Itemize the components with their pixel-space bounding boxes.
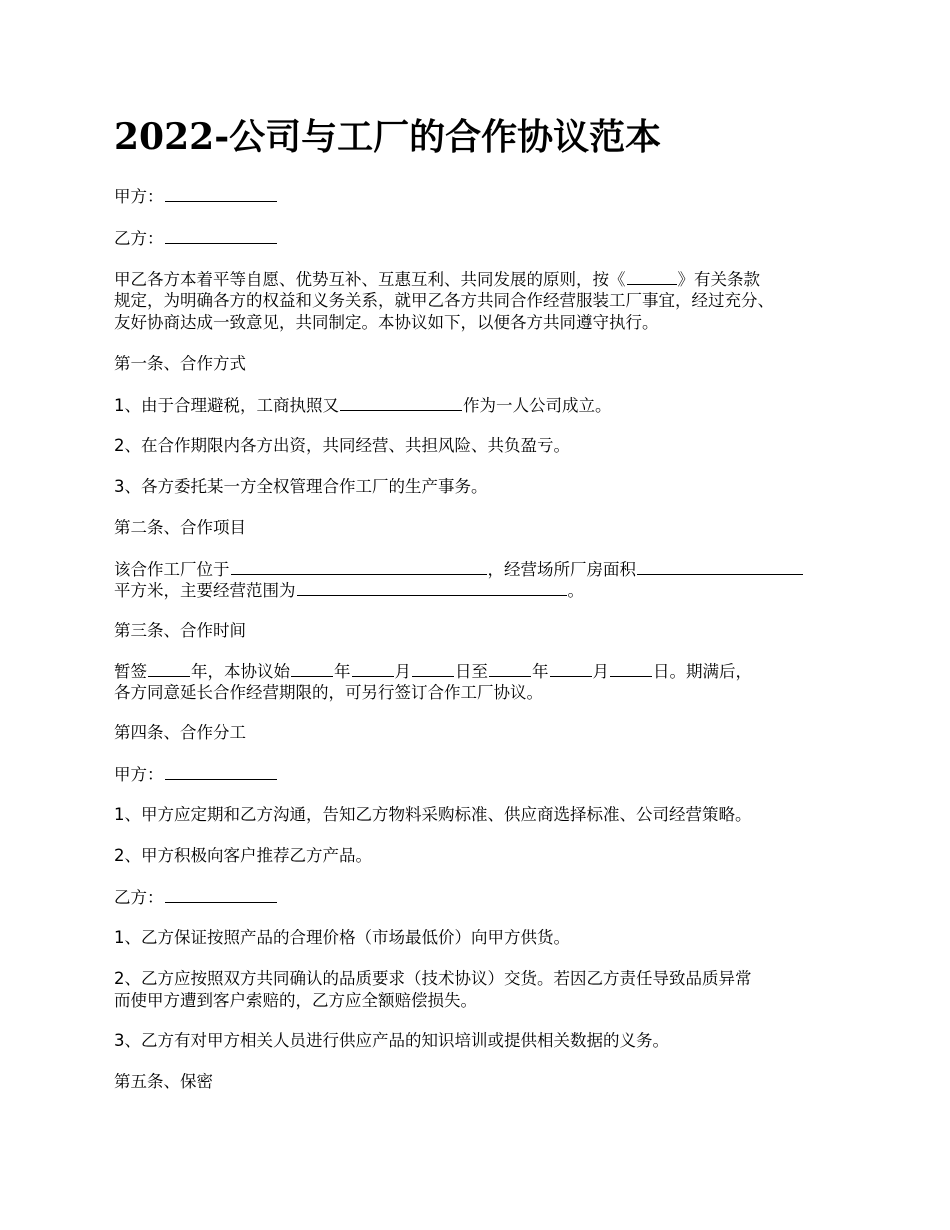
license-blank — [340, 394, 462, 411]
document-title: 2022-公司与工厂的合作协议范本 — [114, 116, 662, 158]
article-2-line-2 — [114, 579, 844, 601]
article-4-a-item-1: 1、甲方应定期和乙方沟通，告知乙方物料采购标准、供应商选择标准、公司经营策略。 — [114, 805, 752, 824]
party-a-blank — [165, 185, 277, 202]
article-2-line-1 — [114, 558, 844, 580]
article-3-text-1: 暂签 — [114, 662, 147, 681]
article-4-a-item-2: 2、甲方积极向客户推荐乙方产品。 — [114, 846, 372, 865]
article-1-item-2: 2、在合作期限内各方出资，共同经营、共担风险、共负盈亏。 — [114, 436, 570, 455]
article-2-line-1-mid: ，经营场所厂房面积 — [487, 560, 636, 579]
party-a-line — [114, 185, 844, 207]
intro-line-3: 友好协商达成一致意见，共同制定。本协议如下，以便各方共同遵守执行。 — [114, 313, 659, 332]
article-2-heading: 第二条、合作项目 — [114, 518, 246, 537]
article-4-party-a-blank — [165, 763, 277, 780]
article-4-b-item-3: 3、乙方有对甲方相关人员进行供应产品的知识培训或提供相关数据的义务。 — [114, 1031, 669, 1050]
start-year-blank — [291, 660, 333, 677]
end-day-blank — [610, 660, 652, 677]
article-4-party-b-line — [114, 886, 844, 908]
article-4-b-item-1: 1、乙方保证按照产品的合理价格（市场最低价）向甲方供货。 — [114, 928, 570, 947]
intro-line-1-pre: 甲乙各方本着平等自愿、优势互补、互惠互利、共同发展的原则，按《 — [114, 270, 626, 289]
article-1-item-1-post: 作为一人公司成立。 — [463, 396, 612, 415]
intro-line-1-post: 》有关条款 — [677, 270, 760, 289]
intro-line-2: 规定，为明确各方的权益和义务关系，就甲乙各方共同合作经营服装工厂事宜，经过充分、 — [114, 291, 774, 310]
business-scope-blank — [297, 579, 567, 596]
party-b-line — [114, 227, 844, 249]
article-1-heading: 第一条、合作方式 — [114, 354, 246, 373]
intro-line-1 — [114, 268, 844, 290]
article-3-line-2: 各方同意延长合作经营期限的，可另行签订合作工厂协议。 — [114, 683, 543, 702]
party-a-label: 甲方： — [114, 187, 164, 206]
party-b-label: 乙方： — [114, 229, 164, 248]
party-b-blank — [165, 227, 277, 244]
start-day-blank — [412, 660, 454, 677]
article-3-text-5: 日至 — [455, 662, 488, 681]
article-3-text-6: 年 — [532, 662, 549, 681]
article-4-party-b-blank — [165, 886, 277, 903]
area-blank — [637, 558, 803, 575]
article-4-party-a-label: 甲方： — [114, 765, 164, 784]
article-1-item-1-pre: 1、由于合理避税，工商执照又 — [114, 396, 339, 415]
article-4-b-item-2-line-1: 2、乙方应按照双方共同确认的品质要求（技术协议）交货。若因乙方责任导致品质异常 — [114, 969, 752, 988]
article-3-text-2: 年，本协议始 — [191, 662, 290, 681]
article-3-text-4: 月 — [394, 662, 411, 681]
term-years-blank — [148, 660, 190, 677]
article-4-b-item-2-line-2: 而使甲方遭到客户索赔的，乙方应全额赔偿损失。 — [114, 991, 477, 1010]
article-2-line-2-post: 。 — [567, 581, 584, 600]
article-3-text-3: 年 — [334, 662, 351, 681]
article-3-line-1 — [114, 660, 844, 682]
article-3-text-8: 日。期满后， — [653, 662, 752, 681]
location-blank — [231, 558, 487, 575]
end-month-blank — [550, 660, 592, 677]
article-3-heading: 第三条、合作时间 — [114, 621, 246, 640]
regulation-blank — [627, 268, 677, 285]
article-4-party-a-line — [114, 763, 844, 785]
article-1-item-1 — [114, 394, 844, 416]
article-2-line-1-pre: 该合作工厂位于 — [114, 560, 230, 579]
start-month-blank — [352, 660, 394, 677]
article-4-heading: 第四条、合作分工 — [114, 723, 246, 742]
article-5-heading: 第五条、保密 — [114, 1072, 213, 1091]
end-year-blank — [489, 660, 531, 677]
article-1-item-3: 3、各方委托某一方全权管理合作工厂的生产事务。 — [114, 477, 488, 496]
article-2-line-2-pre: 平方米，主要经营范围为 — [114, 581, 296, 600]
article-4-party-b-label: 乙方： — [114, 888, 164, 907]
article-3-text-7: 月 — [592, 662, 609, 681]
